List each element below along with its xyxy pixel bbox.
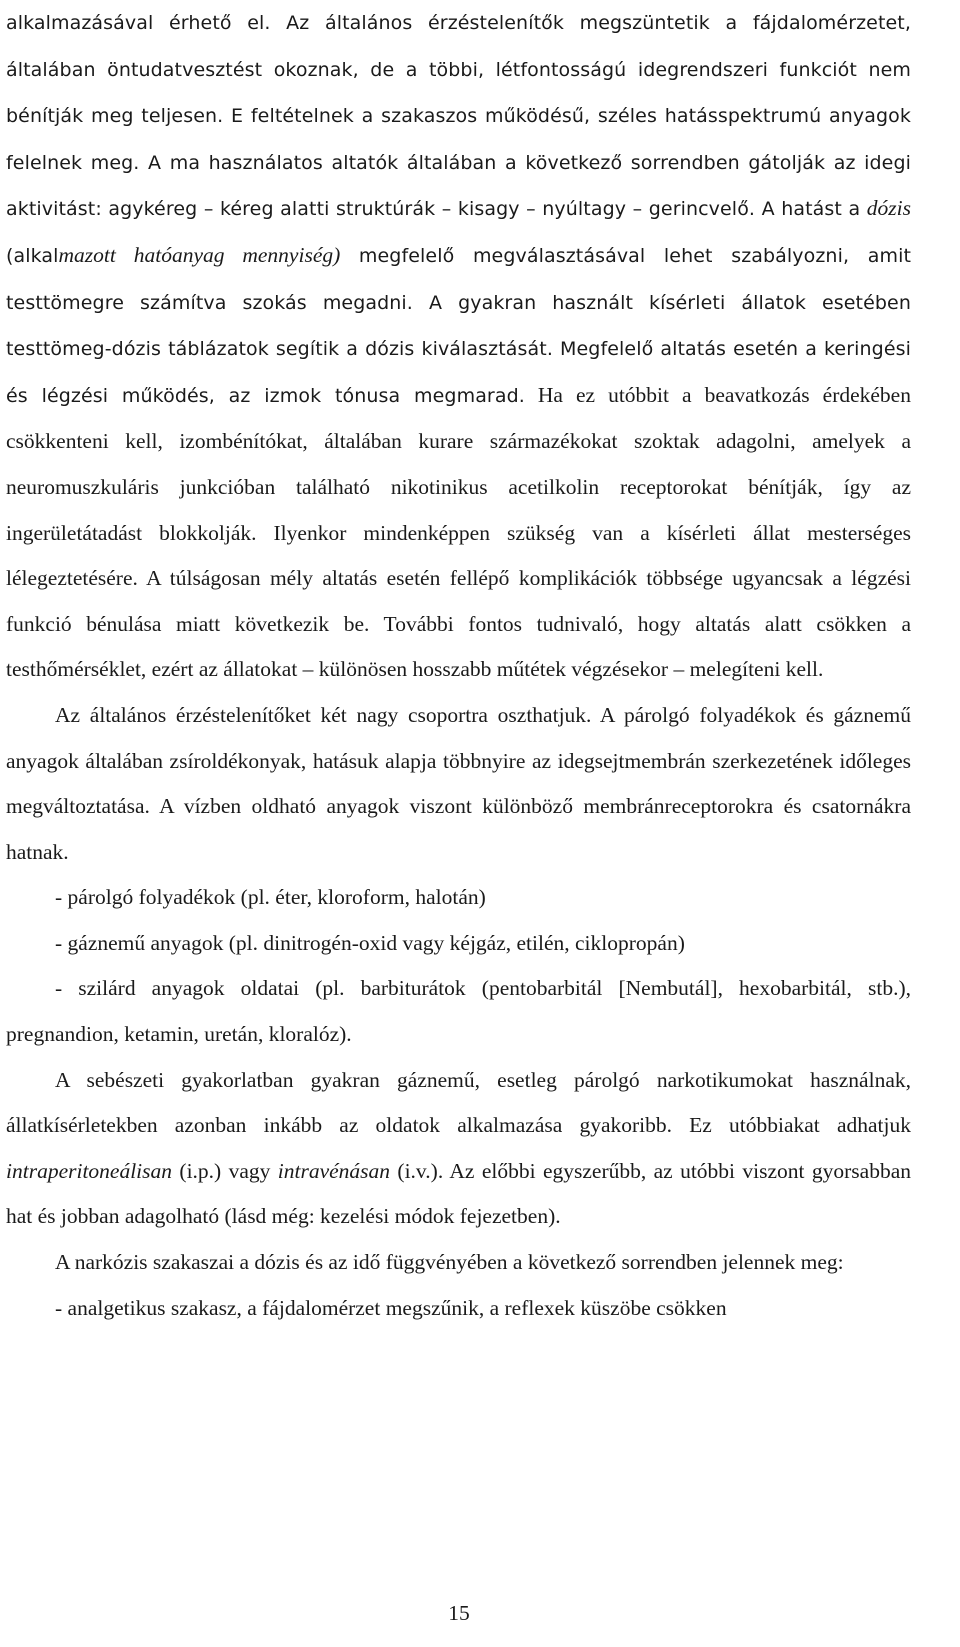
paragraph-text: A sebészeti gyakorlatban gyakran gáznemű, esetleg párolgó narkotikumokat használnak, állatkísérletekben azonban inkább az oldatok alkalmazása gyakoribb. Ez utóbbiakat adhatjuk bbox=[6, 1067, 911, 1138]
paragraph-groups: Az általános érzéstelenítőket két nagy csoportra oszthatjuk. A párolgó folyadékok és gáznemű anyagok általában zsíroldékonyak, hatásuk alapja többnyire az idegsejtmembrán szerkezetének időleges megváltoztatása. A vízben oldható anyagok viszont különböző membránreceptorokra és csatornákra hatnak. bbox=[6, 702, 911, 864]
document-body bbox=[6, 0, 911, 1331]
paragraph-text: (i.p.) vagy bbox=[172, 1158, 278, 1183]
paragraph-text: alkalmazásával érhető el. Az általános érzéstelenítők megszüntetik a fájdalomérzetet, általában öntudatvesztést okoznak, de a többi, létfontosságú idegrendszeri funkciót nem bénítják meg teljesen. E feltételnek a szakaszos működésű, széles hatásspektrumú anyagok felelnek meg. A ma használatos altatók általában a következő sorrendben gátolják az idegi aktivitást: agykéreg – kéreg alatti struktúrák – kisagy – nyúltagy – gerincvelő. A hatást a bbox=[6, 12, 911, 221]
paragraph-general-anesthetics bbox=[6, 0, 911, 693]
paragraph-text: megfelelő megválasztásával lehet szabályozni, amit testtömegre számítva szokás megadni. A gyakran használt kísérleti állatok esetében testtömeg-dózis táblázatok segítik a dózis kiválasztását. Megfelelő altatás esetén a keringési és légzési működés, az izmok tónusa megmarad. bbox=[6, 244, 912, 407]
term-dozis: dózis bbox=[866, 196, 911, 221]
list-item: - párolgó folyadékok (pl. éter, kloroform, halotán) bbox=[55, 885, 486, 910]
page-number: 15 bbox=[448, 1601, 470, 1625]
paragraph-text: (alkal bbox=[6, 244, 59, 267]
paragraph-text: Ha ez utóbbit a beavatkozás érdekében csökkenteni kell, izombénítókat, általában kurare származékokat szoktak adagolni, amelyek a neuromuszkuláris junkcióban található nikotinikus acetilkolin receptorokat bénítják, így az ingerületátadást blokkolják. Ilyenkor mindenképpen szükség van a kísérleti állat mesterséges lélegeztetésére. A túlságosan mély altatás esetén fellépő komplikációk többsége ugyancsak a légzési funkció bénulása miatt következik be. További fontos tudnivaló, hogy altatás alatt csökken a testhőmérséklet, ezért az állatokat – különösen hosszabb műtétek végzésekor – melegíteni kell. bbox=[6, 382, 911, 682]
paragraph-narcosis-stages: A narkózis szakaszai a dózis és az idő függvényében a következő sorrendben jelennek meg: bbox=[55, 1250, 844, 1275]
paragraph-text: (i.v.). Az előbbi egyszerűbb, az utóbbi viszont gyorsabban hat és jobban adagolható (lásd még: kezelési módok fejezetben). bbox=[6, 1158, 911, 1229]
term-intraperitoneal: intraperitoneálisan bbox=[6, 1158, 173, 1183]
term-definition: mazott hatóanyag mennyiség) bbox=[58, 242, 341, 267]
term-intravenous: intravénásan bbox=[277, 1158, 391, 1183]
list-item: - analgetikus szakasz, a fájdalomérzet megszűnik, a reflexek küszöbe csökken bbox=[55, 1295, 727, 1320]
list-item: - szilárd anyagok oldatai (pl. barbiturátok (pentobarbitál [Nembutál], hexobarbitál, stb.), pregnandion, ketamin, uretán, kloralóz). bbox=[6, 976, 911, 1047]
list-item: - gáznemű anyagok (pl. dinitrogén-oxid vagy kéjgáz, etilén, ciklopropán) bbox=[55, 930, 685, 955]
paragraph-surgical-practice bbox=[6, 1058, 911, 1240]
